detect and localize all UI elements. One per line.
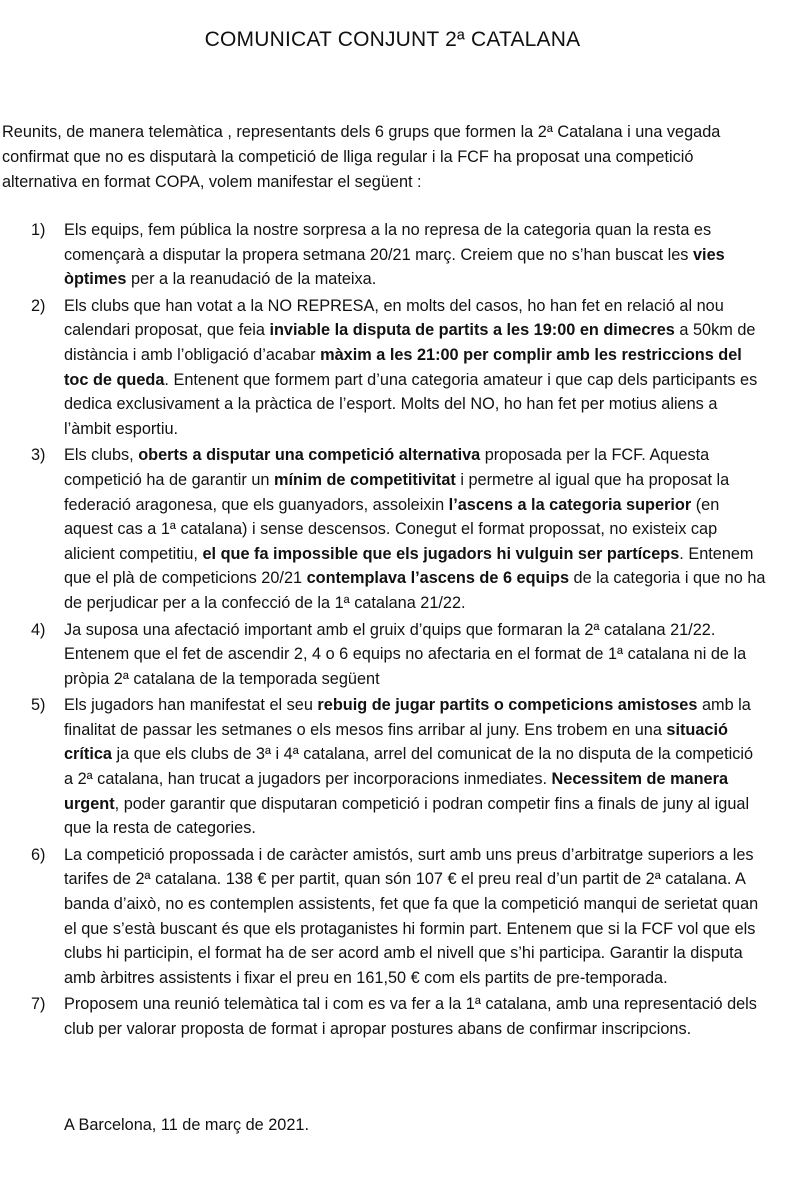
list-item-text [64, 618, 766, 692]
text-segment: , poder garantir que disputaran competició i podran competir fins a finals de juny al igual que la resta de categories. [64, 794, 750, 838]
bold-text-segment: situació crítica [64, 720, 728, 764]
text-segment: La competició propossada i de caràcter amistós, surt amb uns preus d’arbitratge superiors a les tarifes de 2ª catalana. 138 € per partit, quan són 107 € el preu real d’un partit de 2ª catalana. A banda d’això, no es contemplen assistents, fet que fa que la competició manqui de serietat quan el que s’està buscant és que els protaganistes hi formin part. Entenem que si la FCF vol que els clubs hi participin, el format ha de ser acord amb el nivell que s’hi participa. Garantir la disputa amb àrbitres assistents i fixar el preu en 161,50 € com els partits de pre-temporada. [64, 845, 759, 987]
list-item-text [64, 443, 766, 615]
closing-date-line: A Barcelona, 11 de març de 2021. [64, 1116, 309, 1134]
list-item-text [64, 992, 766, 1041]
list-item [0, 294, 785, 442]
bold-text-segment: oberts a disputar una competició alternativa [138, 446, 481, 465]
list-item-number: 5) [31, 696, 46, 715]
bold-text-segment: inviable la disputa de partits a les 19:00 en dimecres [269, 321, 675, 340]
list-item-number: 4) [31, 620, 46, 639]
text-segment: ja que els clubs de 3ª i 4ª catalana, arrel del comunicat de la no disputa de la competició a 2ª catalana, han trucat a jugadors per incorporacions inmediates. [64, 745, 754, 789]
list-item [0, 843, 785, 991]
text-segment: a 50km de distància i amb l’obligació d’acabar [64, 321, 756, 364]
text-segment: . Entenem que el plà de competicions 20/21 [64, 544, 754, 588]
bold-text-segment: contemplava l’ascens de 6 equips [306, 569, 569, 588]
list-item-number: 7) [31, 995, 46, 1014]
text-segment: de la categoria i que no ha de perjudicar per a la confecció de la 1ª catalana 21/22. [64, 569, 766, 612]
list-item-number: 3) [31, 446, 46, 465]
list-item-text [64, 693, 766, 841]
text-segment: (en aquest cas a 1ª catalana) i sense descensos. Conegut el format propossat, no existeix cap alicient competitiu, [64, 495, 720, 563]
text-segment: Els clubs, [64, 446, 139, 465]
text-segment: Proposem una reunió telemàtica tal i com es va fer a la 1ª catalana, amb una representació dels club per valorar proposta de format i apropar postures abans de confirmar inscripcions. [64, 995, 757, 1038]
document-title: COMUNICAT CONJUNT 2ª CATALANA [204, 28, 581, 51]
list-item-text [64, 294, 766, 442]
text-segment: . Entenent que formem part d’una categoria amateur i que cap dels participants es dedica exclusivament a la pràctica de l’esport. Molts del NO, ho han fet per motius aliens a l’àmbit esportiu. [64, 370, 758, 438]
text-segment: Els clubs que han votat a la NO REPRESA, en molts del casos, ho han fet en relació al nou calendari proposat, que feia [64, 296, 724, 340]
bold-text-segment: mínim de competitivitat [273, 470, 456, 489]
list-item-text [64, 218, 766, 292]
text-segment: i permetre al igual que ha proposat la federació aragonesa, que els guanyadors, assoleixin [64, 470, 730, 514]
list-item [0, 992, 785, 1041]
numbered-list [0, 218, 785, 1044]
text-segment: per a la reanudació de la mateixa. [126, 270, 377, 289]
list-item-number: 6) [31, 845, 46, 864]
bold-text-segment: l’ascens a la categoria superior [448, 495, 692, 514]
bold-text-segment: màxim a les 21:00 per complir amb les restriccions del toc de queda [64, 345, 742, 389]
list-item [0, 218, 785, 292]
list-item-number: 1) [31, 221, 46, 239]
text-segment: proposada per la FCF. Aquesta competició ha de garantir un [64, 446, 710, 489]
text-segment: amb la finalitat de passar les setmanes o els mesos fins arribar al juny. Ens trobem en una [64, 696, 751, 739]
intro-paragraph: Reunits, de manera telemàtica , representants dels 6 grups que formen la 2ª Catalana i una vegada confirmat que no es disputarà la competició de lliga regular i la FCF ha proposat una competició alternativa en format COPA, volem manifestar el següent : [2, 123, 721, 191]
list-item [0, 693, 785, 841]
bold-text-segment: el que fa impossible que els jugadors hi vulguin ser partíceps [202, 544, 680, 563]
bold-text-segment: rebuig de jugar partits o competicions amistoses [317, 696, 698, 715]
bold-text-segment: Necessitem de manera urgent [64, 770, 728, 813]
list-item-text [64, 843, 766, 991]
text-segment: Els jugadors han manifestat el seu [64, 696, 318, 715]
bold-text-segment: vies òptimes [64, 245, 725, 289]
text-segment: Ja suposa una afectació important amb el gruix d’quips que formaran la 2ª catalana 21/22. Entenem que el fet de ascendir 2, 4 o 6 equips no afectaria en el format de 1ª catalana ni de la pròpia 2ª catalana de la temporada següent [64, 620, 747, 688]
list-item-number: 2) [31, 296, 46, 315]
list-item [0, 443, 785, 615]
list-item [0, 618, 785, 692]
text-segment: Els equips, fem pública la nostre sorpresa a la no represa de la categoria quan la resta es començarà a disputar la propera setmana 20/21 març. Creiem que no s’han buscat les [64, 221, 712, 264]
